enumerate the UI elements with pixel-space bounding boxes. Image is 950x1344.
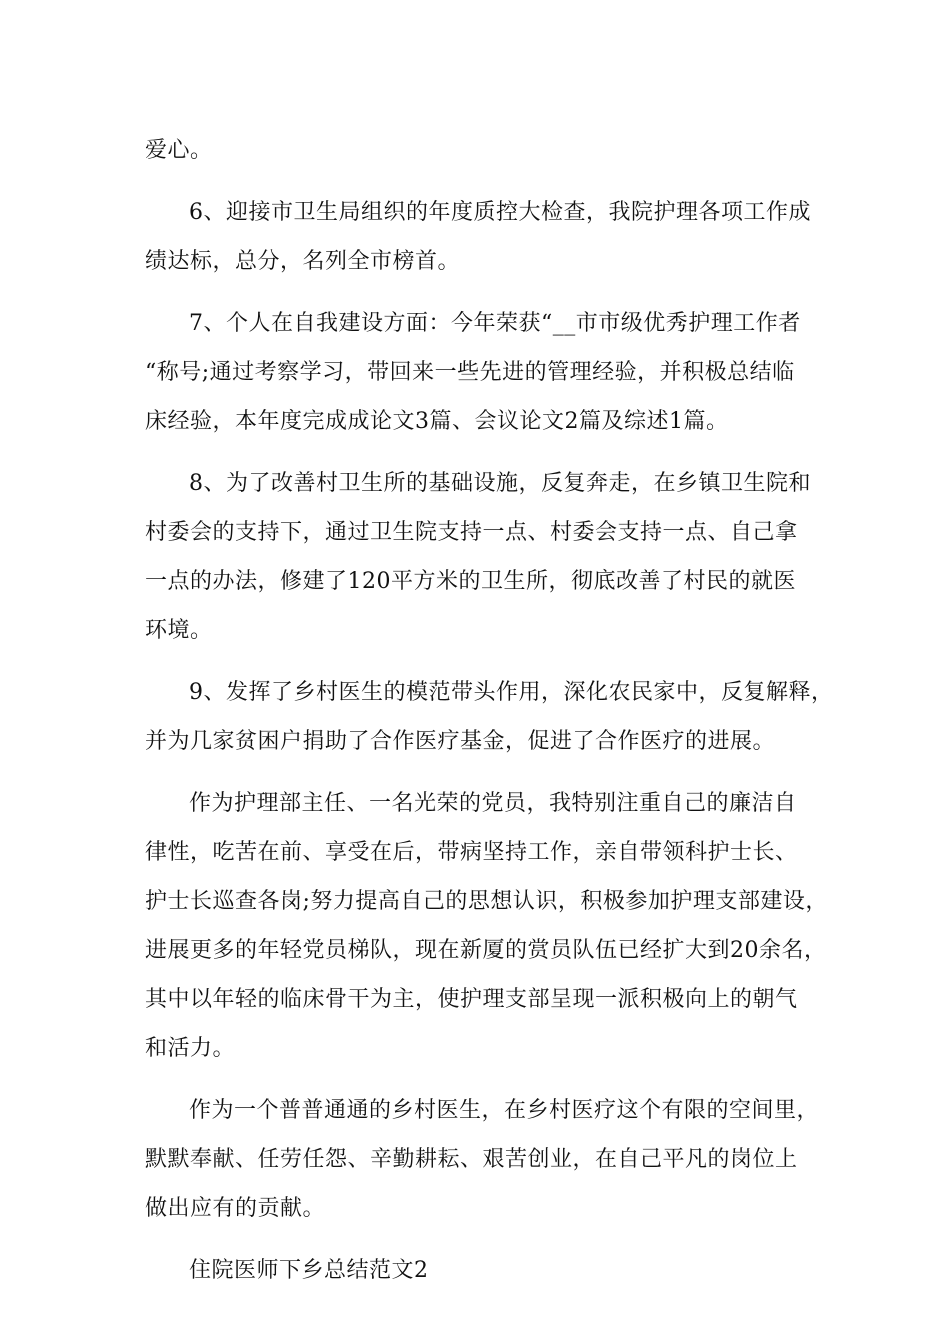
text-line: 8、为了改善村卫生所的基础设施，反复奔走，在乡镇卫生院和 [189,471,811,496]
document-body [145,126,834,1295]
text-line: 作为一个普普通通的乡村医生，在乡村医疗这个有限的空间里， [189,1098,820,1123]
text-line: 6、迎接市卫生局组织的年度质控大检查，我院护理各项工作成 [189,200,811,225]
section-heading [145,1246,810,1295]
text-line: 默默奉献、任劳任怨、辛勤耕耘、艰苦创业，在自己平凡的岗位上 [145,1147,798,1172]
text-line: 护士长巡查各岗;努力提高自己的思想认识，积极参加护理支部建设， [145,889,828,914]
text-line: 住院医师下乡总结范文2 [189,1258,429,1283]
paragraph-item-9 [145,668,834,766]
text-line: 9、发挥了乡村医生的模范带头作用，深化农民家中，反复解释， [189,680,834,705]
text-line: 进展更多的年轻党员梯队，现在新厦的赏员队伍已经扩大到20余名， [145,938,827,963]
text-line: 爱心。 [145,138,213,163]
text-line: 绩达标，总分，名列全市榜首。 [145,249,461,274]
text-line: 作为护理部主任、一名光荣的党员，我特别注重自己的廉洁自 [189,791,797,816]
paragraph-party-member [145,779,828,1073]
text-line: 和活力。 [145,1036,236,1061]
text-line: 其中以年轻的临床骨干为主，使护理支部呈现一派积极向上的朝气 [145,987,798,1012]
text-line: 做出应有的贡献。 [145,1196,326,1221]
paragraph-item-6 [145,188,810,286]
text-line: 村委会的支持下，通过卫生院支持一点、村委会支持一点、自己拿 [145,520,798,545]
text-line: “称号;通过考察学习，带回来一些先进的管理经验，并积极总结临 [145,360,795,385]
text-line: 律性，吃苦在前、享受在后，带病坚持工作，亲自带领科护士长、 [145,840,798,865]
paragraph-item-7 [145,299,810,446]
text-line: 7、个人在自我建设方面：今年荣获“__市市级优秀护理工作者 [189,311,801,336]
text-line: 一点的办法，修建了120平方米的卫生所，彻底改善了村民的就医 [145,569,796,594]
text-line: 环境。 [145,618,213,643]
paragraph-item-8 [145,459,810,655]
paragraph-continuation [145,126,810,175]
paragraph-village-doctor [145,1086,820,1233]
text-line: 并为几家贫困户捐助了合作医疗基金，促进了合作医疗的进展。 [145,729,776,754]
text-line: 床经验，本年度完成成论文3篇、会议论文2篇及综述1篇。 [145,409,729,434]
